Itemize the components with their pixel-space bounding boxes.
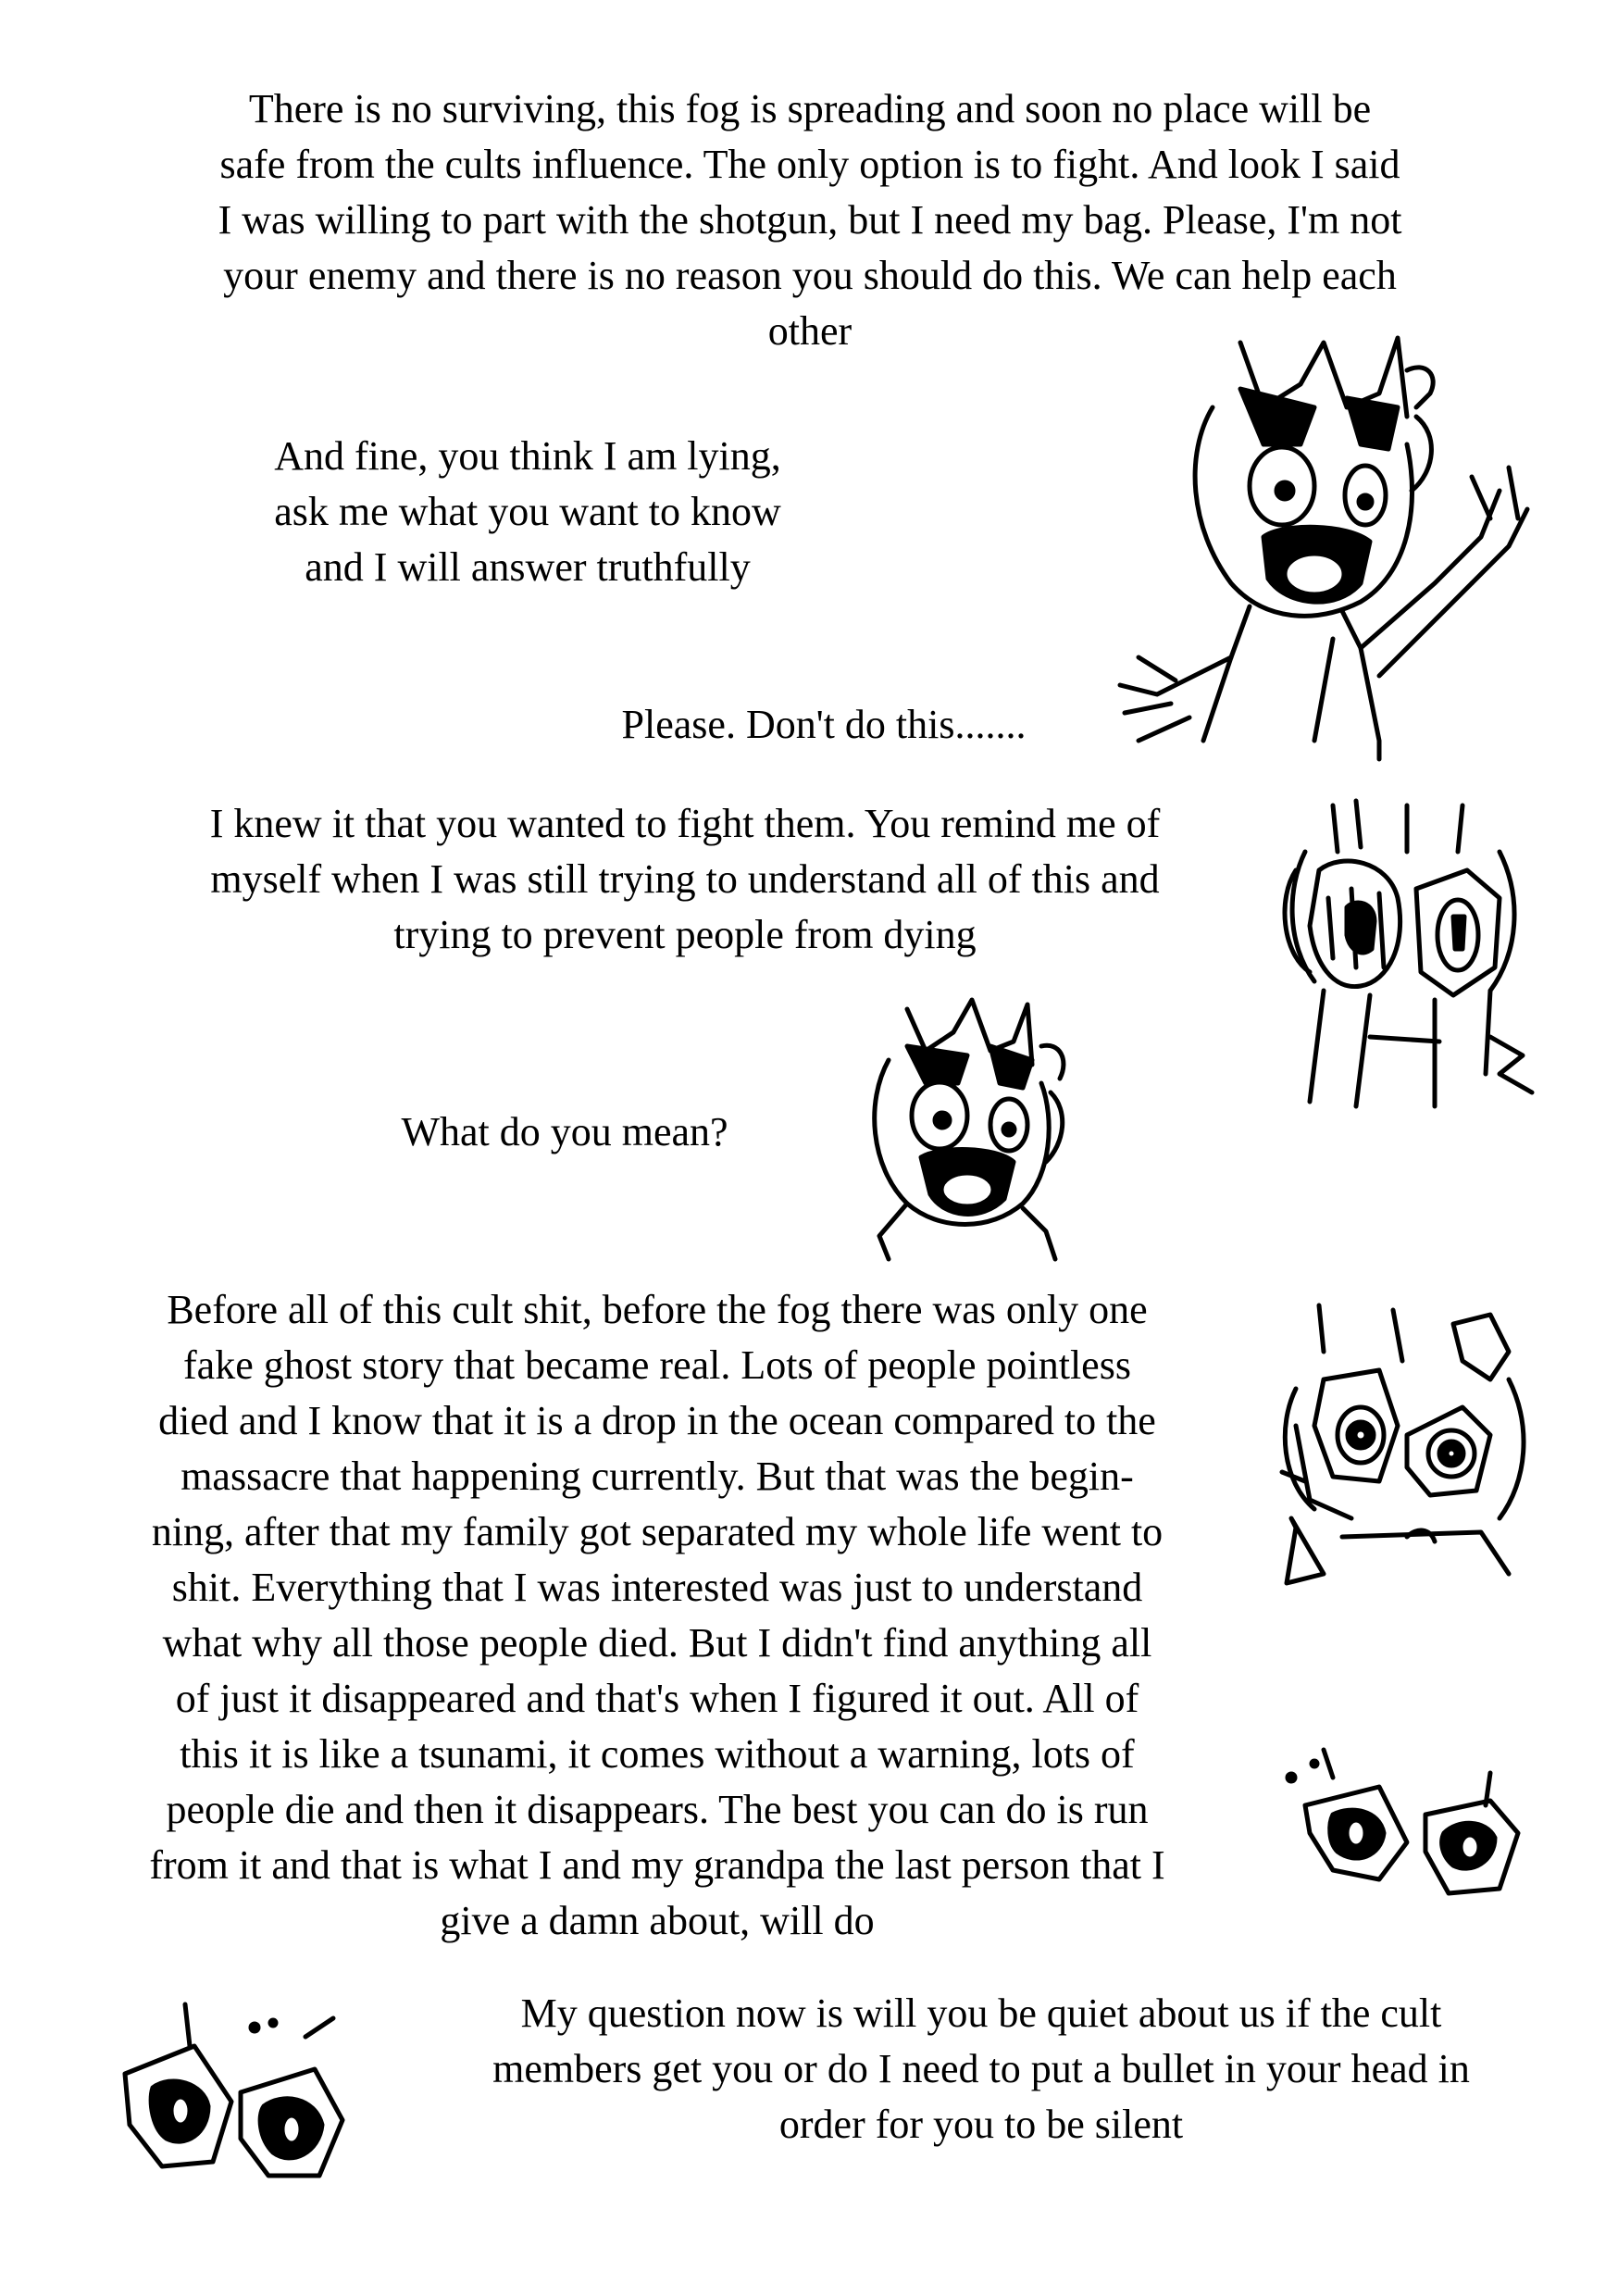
dialogue-block-7: My question now is will you be quiet about us if the cult members get you or do I need to put a bullet in your head in order for you to be silent: [492, 1990, 1470, 2147]
dialogue-block-6: Before all of this cult shit, before the fog there was only one fake ghost story that became real. Lots of people pointless died and I know that it is a drop in the ocean compared to the massacre that happening currently. But that was the begin- ning, after that my family got separated my whole life went to shit. Everything that I was interested was just to understand what why all those people died. But I didn't find anything all of just it disappeared and that's when I figured it out. All of this it is like a tsunami, it comes without a warning, lots of people die and then it disappears. The best you can do is run from it and that is what I and my grandpa the last person that I give a damn about, will do: [149, 1287, 1165, 1943]
dialogue-block-1: There is no surviving, this fog is spreading and soon no place will be safe from the cults influence. The only option is to fight. And look I said I was willing to part with the shotgun, but I need my bag. Please, I'm not your enemy and there is no reason you should do this. We can help each other: [218, 86, 1402, 354]
dialogue-block-5: What do you mean?: [401, 1109, 728, 1154]
glaring-eyes-icon: [1277, 1741, 1555, 1926]
dialogue-block-2: And fine, you think I am lying, ask me what you want to know and I will answer truthfully: [274, 433, 781, 590]
glaring-eyes-icon: [111, 2000, 389, 2194]
dialogue-block-3: Please. Don't do this.......: [621, 702, 1027, 747]
masked-character-arms-raised-icon: [1101, 306, 1546, 759]
masked-character-covering-face-icon: [1268, 796, 1546, 1111]
masked-character-hands-on-face-icon: [1268, 1296, 1546, 1611]
dialogue-block-4: I knew it that you wanted to fight them. You remind me of myself when I was still trying to understand all of this and trying to prevent people from dying: [209, 801, 1161, 957]
masked-character-surprised-icon: [852, 981, 1111, 1268]
